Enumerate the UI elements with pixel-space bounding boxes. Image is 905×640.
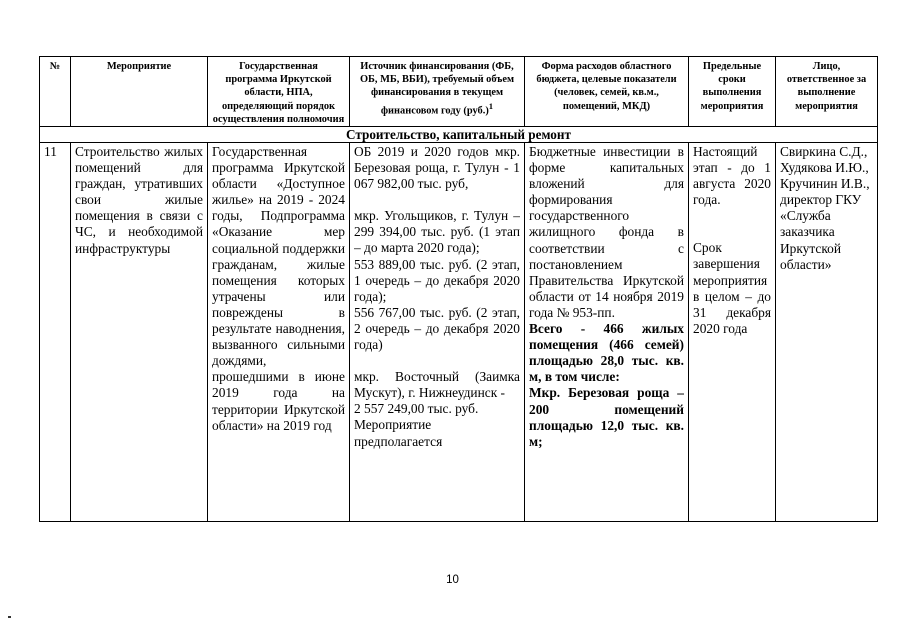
deadline-overall: Срок завершения мероприятия в целом – до 31 декабря 2020 года — [693, 240, 771, 336]
row-responsible: Свиркина С.Д., Худякова И.Ю., Кручинин И.В., директор ГКУ «Служба заказчика Иркутской области» — [776, 143, 878, 522]
funding-ugolshchikov: мкр. Угольщиков, г. Тулун – 299 394,00 тыс. руб. (1 этап – до марта 2020 года); — [354, 208, 520, 256]
section-title: Строительство, капитальный ремонт — [40, 127, 878, 143]
row-funding — [350, 143, 525, 522]
header-funding: Источник финансирования (ФБ, ОБ, МБ, ВБИ), требуемый объем финансирования в текущем финансовом году $(руб.)^1$ — [350, 57, 525, 127]
expense-berezovaya: Мкр. Березовая роща – 200 помещений площадью 12,0 тыс. кв. м; — [529, 385, 684, 449]
row-program: Государственная программа Иркутской области «Доступное жилье» на 2019 - 2024 годы, Подпрограмма «Оказание мер социальной поддержки гражданам, жилые помещения которых утрачены или повреждены в результате наводнения, вызванного сильными дождями, прошедшими в июне 2019 года на территории Иркутской области» на 2019 год — [208, 143, 350, 522]
header-activity: Мероприятие — [71, 57, 208, 127]
funding-vostochny: мкр. Восточный (Заимка Мускут), г. Нижнеудинск - — [354, 369, 520, 401]
header-number: № — [40, 57, 71, 127]
expense-description: Бюджетные инвестиции в форме капитальных вложений для формирования государственного жилищного фонда в соответствии с постановлением Правительства Иркутской области от 14 ноября 2019 года № 953-пп. — [529, 144, 684, 320]
header-program: Государственная программа Иркутской области, НПА, определяющий порядок осуществления полномочия — [208, 57, 350, 127]
page-number: 10 — [446, 574, 459, 586]
funding-stage2-queue2: 556 767,00 тыс. руб. (2 этап, 2 очередь – до декабря 2020 года) — [354, 304, 520, 353]
funding-berezovaya: ОБ 2019 и 2020 годов мкр. Березовая роща, г. Тулун - 1 067 982,00 тыс. руб, — [354, 144, 520, 192]
funding-note: Мероприятие предполагается — [354, 417, 443, 449]
funding-stage2-queue1: 553 889,00 тыс. руб. (2 этап, 1 очередь – до декабря 2020 года); — [354, 256, 520, 304]
funding-vostochny-amount: 2 557 249,00 тыс. руб. — [354, 401, 479, 417]
row-activity: Строительство жилых помещений для граждан, утративших свои жилые помещения в связи с ЧС, и необходимой инфраструктуры — [71, 143, 208, 522]
header-footnote: 1 — [488, 100, 494, 111]
row-expense-form — [525, 143, 689, 522]
row-deadlines — [689, 143, 776, 522]
row-number: 11 — [40, 143, 71, 522]
measures-table — [39, 56, 878, 522]
header-responsible: Лицо, ответственное за выполнение мероприятия — [776, 57, 878, 127]
scan-mark — [8, 616, 11, 618]
table-header-row — [40, 57, 878, 127]
expense-total: Всего - 466 жилых помещения (466 семей) площадью 28,0 тыс. кв. м, в том числе: — [529, 321, 684, 385]
deadline-stage: Настоящий этап - до 1 августа 2020 года. — [693, 144, 771, 208]
header-expense-form: Форма расходов областного бюджета, целевые показатели (человек, семей, кв.м., помещений, МКД) — [525, 57, 689, 127]
section-row — [40, 127, 878, 143]
table-row — [40, 143, 878, 522]
header-deadlines: Предельные сроки выполнения мероприятия — [689, 57, 776, 127]
